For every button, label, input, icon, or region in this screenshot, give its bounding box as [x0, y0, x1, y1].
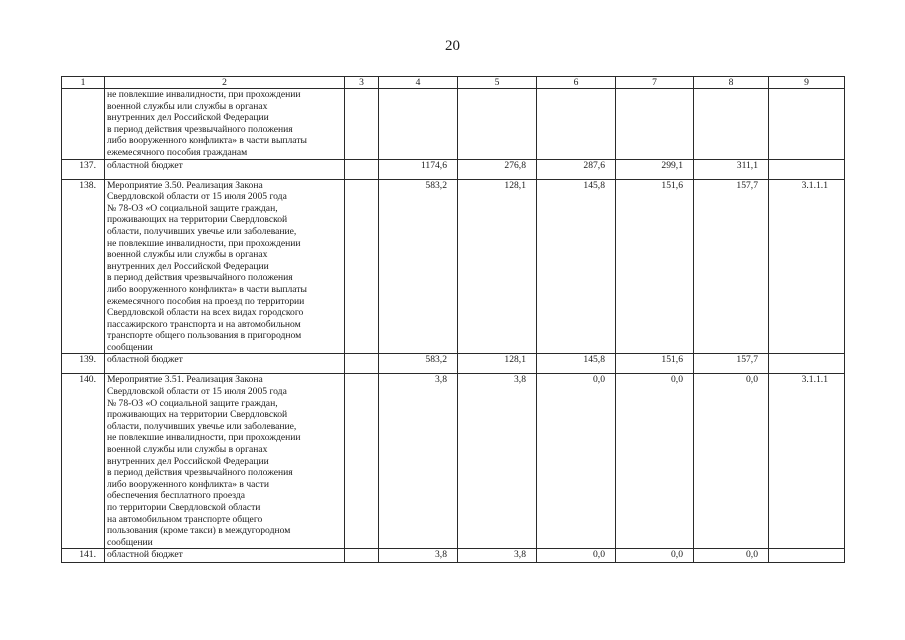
cell-target-ref	[769, 89, 845, 160]
cell-col6: 145,8	[537, 179, 616, 354]
column-header: 8	[694, 77, 769, 89]
row-number: 137.	[62, 159, 105, 179]
cell-target-ref	[769, 354, 845, 374]
cell-target-ref	[769, 549, 845, 563]
cell-col3	[345, 374, 379, 549]
column-header: 7	[616, 77, 694, 89]
cell-col6: 287,6	[537, 159, 616, 179]
cell-col3	[345, 354, 379, 374]
cell-col7: 151,6	[616, 179, 694, 354]
column-header: 1	[62, 77, 105, 89]
cell-col8: 0,0	[694, 549, 769, 563]
table-row	[62, 549, 845, 563]
cell-col6: 0,0	[537, 549, 616, 563]
table-row	[62, 374, 845, 549]
row-number: 141.	[62, 549, 105, 563]
cell-col3	[345, 159, 379, 179]
row-description: областной бюджет	[105, 159, 345, 179]
row-description: Мероприятие 3.50. Реализация Закона Свердловской области от 15 июля 2005 года № 78-ОЗ «О социальной защите граждан, проживающих на территории Свердловской области, получивших увечье или заболевание, не повлекшие инвалидности, при прохождении военной службы или службы в органах внутренних дел Российской Федерации в период действия чрезвычайного положения либо вооруженного конфликта» в части выплаты ежемесячного пособия на проезд по территории Свердловской области на всех видах городского пассажирского транспорта и на автомобильном транспорте общего пользования в пригородном сообщении	[105, 179, 345, 354]
row-number: 139.	[62, 354, 105, 374]
page-number: 20	[445, 38, 460, 54]
column-header: 4	[379, 77, 458, 89]
cell-total: 583,2	[379, 354, 458, 374]
cell-col7: 299,1	[616, 159, 694, 179]
cell-col5: 276,8	[458, 159, 537, 179]
cell-col5: 128,1	[458, 179, 537, 354]
row-description: областной бюджет	[105, 549, 345, 563]
cell-col3	[345, 549, 379, 563]
budget-table	[61, 76, 845, 563]
cell-col5: 3,8	[458, 549, 537, 563]
cell-col5	[458, 89, 537, 160]
column-header: 9	[769, 77, 845, 89]
cell-col8: 0,0	[694, 374, 769, 549]
cell-col5: 128,1	[458, 354, 537, 374]
cell-col3	[345, 179, 379, 354]
cell-col8	[694, 89, 769, 160]
column-header: 3	[345, 77, 379, 89]
table-row	[62, 89, 845, 160]
cell-col8: 157,7	[694, 179, 769, 354]
row-number: 138.	[62, 179, 105, 354]
cell-col3	[345, 89, 379, 160]
row-number	[62, 89, 105, 160]
row-description: Мероприятие 3.51. Реализация Закона Свердловской области от 15 июля 2005 года № 78-ОЗ «О социальной защите граждан, проживающих на территории Свердловской области, получивших увечье или заболевание, не повлекшие инвалидности, при прохождении военной службы или службы в органах внутренних дел Российской Федерации в период действия чрезвычайного положения либо вооруженного конфликта» в части обеспечения бесплатного проезда по территории Свердловской области на автомобильном транспорте общего пользования (кроме такси) в междугородном сообщении	[105, 374, 345, 549]
cell-col6: 145,8	[537, 354, 616, 374]
cell-target-ref	[769, 159, 845, 179]
cell-col7: 0,0	[616, 374, 694, 549]
cell-col7: 151,6	[616, 354, 694, 374]
cell-col6	[537, 89, 616, 160]
row-number: 140.	[62, 374, 105, 549]
column-header: 2	[105, 77, 345, 89]
column-header: 5	[458, 77, 537, 89]
cell-col8: 311,1	[694, 159, 769, 179]
cell-target-ref: 3.1.1.1	[769, 374, 845, 549]
cell-total: 3,8	[379, 549, 458, 563]
table-row	[62, 179, 845, 354]
cell-col7: 0,0	[616, 549, 694, 563]
table-row	[62, 354, 845, 374]
column-header: 6	[537, 77, 616, 89]
row-description: областной бюджет	[105, 354, 345, 374]
cell-target-ref: 3.1.1.1	[769, 179, 845, 354]
cell-col5: 3,8	[458, 374, 537, 549]
cell-col7	[616, 89, 694, 160]
row-description: не повлекшие инвалидности, при прохождении военной службы или службы в органах внутренних дел Российской Федерации в период действия чрезвычайного положения либо вооруженного конфликта» в части выплаты ежемесячного пособия гражданам	[105, 89, 345, 160]
cell-total	[379, 89, 458, 160]
cell-total: 583,2	[379, 179, 458, 354]
table-row	[62, 159, 845, 179]
column-header-row	[62, 77, 845, 89]
cell-total: 3,8	[379, 374, 458, 549]
cell-col8: 157,7	[694, 354, 769, 374]
cell-total: 1174,6	[379, 159, 458, 179]
cell-col6: 0,0	[537, 374, 616, 549]
